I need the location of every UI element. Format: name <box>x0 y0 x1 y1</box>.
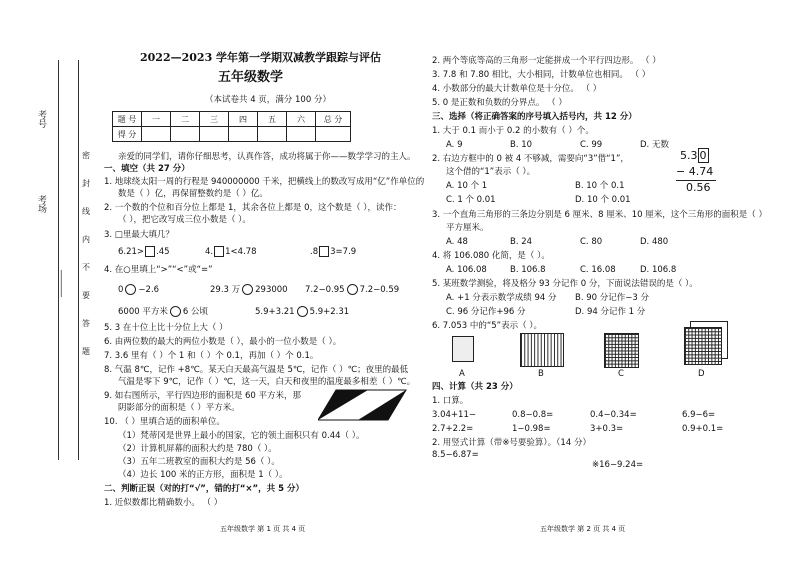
q9-line2: 阴影部分的面积是（ ）平方米。 <box>118 403 240 413</box>
footer-page2: 五年级数学 第 2 页 共 4 页 <box>540 525 626 533</box>
q6-text: 6. 由两位数的最大的两位小数是（ ），最小的一位小数是（ ）。 <box>104 337 342 347</box>
sec4-heading: 四、计算（共 23 分） <box>432 382 518 392</box>
vertical-calc-label: 2. 用竖式计算（带※号要验算）。（14 分） <box>432 438 591 448</box>
judge-q3: 3. 7.8 和 7.80 相比，大小相同，计数单位也相同。 （ ） <box>432 70 651 80</box>
q10a: （1）梵蒂冈是世界上最小的国家，它的领土面积只有 0.44（ ）。 <box>118 431 365 441</box>
compare-circle[interactable] <box>242 284 253 295</box>
choice-q1-optA: A. 9 <box>446 140 463 150</box>
q10c: （3）五年二班教室的面积大约是 56（ ）。 <box>118 457 280 467</box>
sec2-heading: 二、判断正误（对的打“√”，错的打“×”，共 5 分） <box>104 484 304 494</box>
judge-q2: 2. 两个等底等高的三角形一定能拼成一个平行四边形。 （ ） <box>432 56 661 66</box>
figure-b-strips <box>520 333 564 367</box>
choice-q6: 6. 7.053 中的“5”表示（ ）。 <box>432 321 543 331</box>
judge-q5: 5. 0 是正数和负数的分界点。 （ ） <box>432 98 567 108</box>
figure-a-label: A <box>459 369 465 379</box>
choice-q4-optA: A. 106.08 <box>446 265 487 275</box>
seal-char: 题 <box>82 347 90 356</box>
oral-calc-label: 1. 口算。 <box>432 396 469 406</box>
score-header-cell: 五 <box>258 112 287 127</box>
score-cell[interactable] <box>287 127 316 142</box>
score-header-cell: 总 分 <box>316 112 351 127</box>
parallelogram-figure <box>318 388 408 422</box>
choice-q2-optC: C. 1 个 0.01 <box>446 195 496 205</box>
q4e: 5.9+3.21 5.9+2.31 <box>255 307 350 317</box>
compare-circle[interactable] <box>347 284 358 295</box>
choice-q4-optD: D. 106.8 <box>640 265 677 275</box>
seal-char: 答 <box>82 319 90 328</box>
choice-q4: 4. 将 106.080 化简，是（ ）。 <box>432 251 550 261</box>
calc-minuend: 5.3 0 <box>680 149 707 162</box>
binding-line-right <box>78 60 79 460</box>
choice-q1-optD: D. 无数 <box>640 140 669 150</box>
choice-q5-optD: D. 94 分记作 1 分 <box>575 307 646 317</box>
choice-q2-optD: D. 10 个 0.01 <box>575 195 631 205</box>
choice-q5: 5. 某班数学测验，将及格分 93 分记作 0 分，下面说法错误的是（ ）。 <box>432 279 698 289</box>
oral-r1c3: 0.4−0.34= <box>590 410 637 420</box>
answer-box[interactable] <box>319 246 329 257</box>
intro-text: 亲爱的同学们，请你仔细思考，认真作答，成功将属于你——数学学习的主人。 <box>118 152 416 162</box>
choice-q5-optB: B. 90 分记作−3 分 <box>575 293 649 303</box>
figure-a-cube <box>452 336 474 362</box>
choice-q4-optB: B. 106.8 <box>510 265 546 275</box>
oral-r2c3: 3+0.3= <box>590 424 624 434</box>
q1-line1: 1. 地球绕太阳一周的行程是 940000000 千米，把横线上的数改写成用“亿”作单位的 <box>104 177 425 187</box>
calc-subtrahend: − 4.74 <box>676 165 714 178</box>
q3-text: 3. □里最大填几？ <box>104 230 174 240</box>
oral-r2c1: 2.7+2.2= <box>432 424 474 434</box>
choice-q1: 1. 大于 0.1 而小于 0.2 的小数有（ ）个。 <box>432 126 594 136</box>
score-cell[interactable] <box>258 127 287 142</box>
choice-q5-optA: A. +1 分表示数学成绩 94 分 <box>446 293 557 303</box>
binding-line-left <box>58 60 59 460</box>
q4c: 7.2−0.95 7.2−0.59 <box>305 285 400 295</box>
choice-q3-optA: A. 48 <box>446 237 468 247</box>
figure-c-grid <box>604 333 639 368</box>
sec1-heading: 一、填空（共 27 分） <box>104 164 190 174</box>
subject-title: 五年级数学 <box>218 70 284 85</box>
seal-char: 要 <box>82 291 90 300</box>
choice-q2-line1: 2. 右边方框中的 0 被 4 不够减，需要向“3”借“1”， <box>432 154 629 164</box>
sec3-heading: 三、选择（将正确答案的序号填入括号内，共 12 分） <box>432 112 637 122</box>
score-cell[interactable] <box>142 127 171 142</box>
q10d: （4）边长 100 米的正方形，面积是 1（ ）。 <box>118 470 288 480</box>
seal-char: 内 <box>82 235 90 244</box>
compare-circle[interactable] <box>297 306 308 317</box>
vertical-calc-1: 8.5−6.87= <box>432 450 479 460</box>
score-cell[interactable] <box>200 127 229 142</box>
q8-line1: 8. 气温 8℃，记作 +8℃。某天白天最高气温是 5℃，记作（ ）℃；夜里的最低 <box>104 365 409 375</box>
choice-q2-line2: 这个借的“1”表示（ ）。 <box>446 167 536 177</box>
choice-q5-optC: C. 96 分记作+96 分 <box>446 307 526 317</box>
score-header-cell: 一 <box>142 112 171 127</box>
choice-q3-optC: C. 80 <box>580 237 603 247</box>
q9-line1: 9. 如右图所示，平行四边形的面积是 60 平方米，那 <box>104 391 302 401</box>
q8-line2: 气温是零下 9℃，记作（ ）℃，这一天，白天和夜里的温度最多相差（ ）℃。 <box>118 377 416 387</box>
choice-q4-optC: C. 16.08 <box>580 265 616 275</box>
q10-text: 10. （ ）里填合适的面积单位。 <box>104 417 225 427</box>
score-header-cell: 四 <box>229 112 258 127</box>
q7-text: 7. 3.6 里有（ ）个 1 和（ ）个 0.1，再加（ ）个 0.1。 <box>104 351 319 361</box>
q5-text: 5. 3 在十位上比十分位上大（ ） <box>104 323 228 333</box>
score-cell[interactable] <box>171 127 200 142</box>
q4b: 29.3 万 293000 <box>210 285 288 295</box>
choice-q2-optB: B. 10 个 0.1 <box>575 181 625 191</box>
oral-r1c4: 6.9−6= <box>682 410 716 420</box>
q2-line2: （ ），把它改写成三位小数是（ ）。 <box>118 215 251 225</box>
choice-q1-optC: C. 99 <box>580 140 603 150</box>
footer-page1: 五年级数学 第 1 页 共 4 页 <box>220 525 306 533</box>
score-header-cell: 三 <box>200 112 229 127</box>
seal-line-text <box>82 150 94 374</box>
exam-no-label: 考号 <box>36 110 46 128</box>
q2-line1: 2. 一个数的个位和百分位上都是 1，其余各位上都是 0，这个数是（ ），读作： <box>104 203 402 213</box>
oral-r2c2: 1−0.98= <box>512 424 551 434</box>
calc-result: 0.56 <box>686 181 711 194</box>
score-header-cell: 六 <box>287 112 316 127</box>
seal-char: 密 <box>82 151 90 160</box>
compare-circle[interactable] <box>125 284 136 295</box>
answer-box[interactable] <box>145 246 155 257</box>
vertical-calc-2: ※16−9.24= <box>592 460 644 470</box>
q1-line2: 数是（ ）亿，再保留整数约是（ ）亿。 <box>118 189 268 199</box>
choice-q3-line1: 3. 一个直角三角形的三条边分别是 6 厘米、8 厘米、10 厘米，这个三角形的面积是（ ） <box>432 210 767 220</box>
answer-box[interactable] <box>214 246 224 257</box>
judge-q1: 1. 近似数都比精确数小。 （ ） <box>104 498 223 508</box>
q4a: 0 −2.6 <box>118 285 160 295</box>
exam-title: 2022—2023 学年第一学期双减教学跟踪与评估 <box>140 51 382 64</box>
score-cell[interactable] <box>229 127 258 142</box>
exam-note: （本试卷共 4 页，满分 100 分） <box>205 95 331 105</box>
exam-room-label: 考场 <box>36 195 46 213</box>
q3a: 6.21> .45 <box>118 247 170 257</box>
compare-circle[interactable] <box>170 306 181 317</box>
name-blank: ______ <box>60 270 70 297</box>
score-row-label: 得 分 <box>113 127 142 142</box>
seal-char: 封 <box>82 179 90 188</box>
seal-char: 线 <box>82 207 90 216</box>
score-cell[interactable] <box>316 127 351 142</box>
q4-text: 4. 在○里填上“>”“<”或“=” <box>104 265 213 275</box>
score-header-cell: 题 号 <box>113 112 142 127</box>
oral-r1c1: 3.04+11− <box>432 410 476 420</box>
seal-char: 不 <box>82 263 90 272</box>
judge-q4: 4. 小数部分的最大计数单位是十分位。 （ ） <box>432 84 602 94</box>
figure-d-cube <box>684 327 722 365</box>
choice-q3-line2: 平方厘米。 <box>446 223 489 233</box>
oral-r1c2: 0.8−0.8= <box>512 410 554 420</box>
score-table <box>112 111 351 142</box>
figure-b-label: B <box>538 369 544 379</box>
score-header-cell: 二 <box>171 112 200 127</box>
choice-q2-optA: A. 10 个 1 <box>446 181 488 191</box>
choice-q3-optD: D. 480 <box>640 237 669 247</box>
figure-d-label: D <box>698 369 705 379</box>
oral-r2c4: 0.9+0.1= <box>682 424 724 434</box>
choice-q3-optB: B. 24 <box>510 237 533 247</box>
q3c: .8 3=7.9 <box>310 247 357 257</box>
q4d: 6000 平方米 6 公顷 <box>118 307 208 317</box>
q10b: （2）计算机屏幕的面积大约是 780（ ）。 <box>118 444 277 454</box>
choice-q1-optB: B. 10 <box>510 140 533 150</box>
q3b: 4. 1<4.78 <box>205 247 257 257</box>
figure-c-label: C <box>618 369 624 379</box>
